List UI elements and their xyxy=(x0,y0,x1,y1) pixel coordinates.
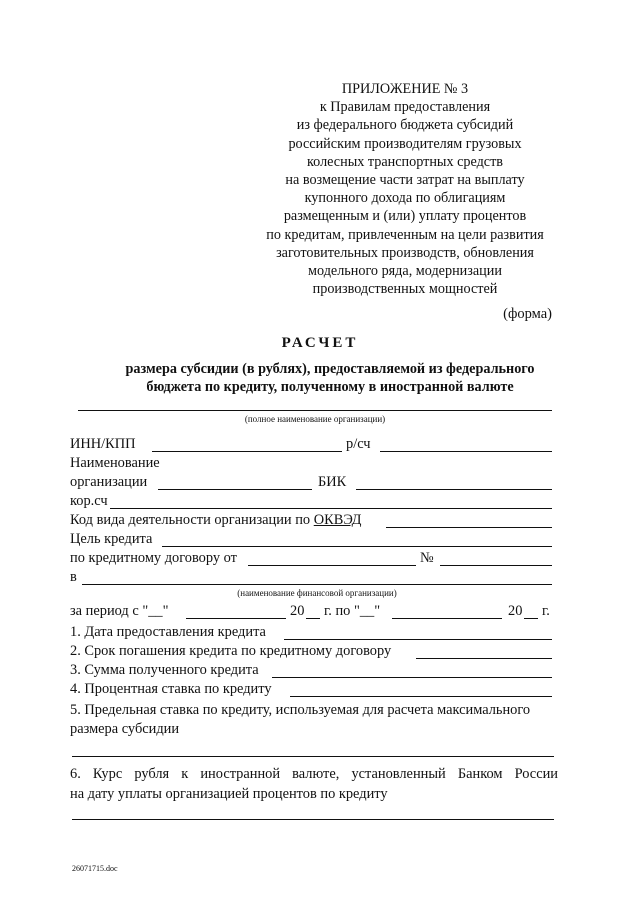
item-4-field[interactable] xyxy=(290,696,552,697)
appendix-header xyxy=(250,80,560,298)
item-1-label: 1. Дата предоставления кредита xyxy=(70,624,266,640)
corr-account-field[interactable] xyxy=(110,508,552,509)
item-5-label: 5. Предельная ставка по кредиту, используемая для расчета максимального xyxy=(70,702,531,718)
item-6-label-cont: на дату уплаты организацией процентов по кредиту xyxy=(70,786,388,802)
in-label: в xyxy=(70,569,77,585)
document-subtitle xyxy=(70,360,590,396)
file-name-footer: 26071715.doc xyxy=(72,864,118,873)
item-5-label-cont: размера субсидии xyxy=(70,721,180,737)
appendix-line: размещенным и (или) уплату процентов xyxy=(283,208,527,225)
item-6-label: 6. Курс рубля к иностранной валюте, установленный Банком России xyxy=(70,766,558,782)
appendix-line: колесных транспортных средств xyxy=(307,153,503,170)
item-4-label: 4. Процентная ставка по кредиту xyxy=(70,681,272,697)
org-name-label-1: Наименование xyxy=(70,455,160,471)
appendix-line: российским производителям грузовых xyxy=(288,135,522,152)
contract-label: по кредитному договору от xyxy=(70,550,237,566)
appendix-title: ПРИЛОЖЕНИЕ № 3 xyxy=(341,81,469,97)
account-label: р/сч xyxy=(346,436,371,452)
item-6-field[interactable] xyxy=(72,819,554,820)
appendix-line: заготовительных производств, обновления xyxy=(276,244,534,261)
period-to-field[interactable] xyxy=(392,618,502,619)
okved-link: ОКВЭД xyxy=(313,512,362,528)
year-suffix: г. xyxy=(542,603,550,619)
org-name-field[interactable] xyxy=(158,489,312,490)
appendix-line: по кредитам, привлеченным на цели развития xyxy=(266,226,544,243)
inn-kpp-field[interactable] xyxy=(152,451,342,452)
okved-label xyxy=(70,512,361,529)
bik-label: БИК xyxy=(318,474,347,490)
appendix-line: из федерального бюджета субсидий xyxy=(296,117,514,134)
period-from-field[interactable] xyxy=(186,618,286,619)
account-field[interactable] xyxy=(380,451,552,452)
okved-field[interactable] xyxy=(386,527,552,528)
bik-field[interactable] xyxy=(356,489,552,490)
okved-label-text: Код вида деятельности организации по xyxy=(70,512,311,528)
org-name-label-2: организации xyxy=(70,474,148,490)
contract-number-field[interactable] xyxy=(440,565,552,566)
credit-purpose-field[interactable] xyxy=(162,546,552,547)
subtitle-line: бюджета по кредиту, полученному в иностранной валюте xyxy=(146,379,514,395)
appendix-line: производственных мощностей xyxy=(312,281,498,298)
financial-org-caption: (наименование финансовой организации) xyxy=(237,588,397,598)
period-to-label: г. по "__" xyxy=(324,603,381,619)
appendix-line: к Правилам предоставления xyxy=(319,99,491,116)
period-to-year-field[interactable] xyxy=(524,618,538,619)
subtitle-line: размера субсидии (в рублях), предоставляемой из федерального xyxy=(125,361,535,377)
item-5-field[interactable] xyxy=(72,756,554,757)
contract-date-field[interactable] xyxy=(248,565,416,566)
appendix-line: модельного ряда, модернизации xyxy=(308,263,502,280)
credit-purpose-label: Цель кредита xyxy=(70,531,153,547)
number-sign: № xyxy=(420,550,434,566)
item-2-field[interactable] xyxy=(416,658,552,659)
appendix-line: на возмещение части затрат на выплату xyxy=(285,172,525,189)
organization-name-field[interactable] xyxy=(78,410,552,411)
form-label: (форма) xyxy=(503,306,552,322)
document-title: РАСЧЕТ xyxy=(281,335,359,351)
item-2-label: 2. Срок погашения кредита по кредитному договору xyxy=(70,643,392,659)
organization-name-caption: (полное наименование организации) xyxy=(244,414,386,424)
financial-org-field[interactable] xyxy=(82,584,552,585)
period-from-year: 20 xyxy=(290,603,305,619)
period-from-label: за период с "__" xyxy=(70,603,169,619)
corr-account-label: кор.сч xyxy=(70,493,108,509)
item-3-label: 3. Сумма полученного кредита xyxy=(70,662,259,678)
item-1-field[interactable] xyxy=(284,639,552,640)
appendix-line: купонного дохода по облигациям xyxy=(304,190,506,207)
period-from-year-field[interactable] xyxy=(306,618,320,619)
period-to-year: 20 xyxy=(508,603,523,619)
inn-kpp-label: ИНН/КПП xyxy=(70,436,136,452)
item-3-field[interactable] xyxy=(272,677,552,678)
